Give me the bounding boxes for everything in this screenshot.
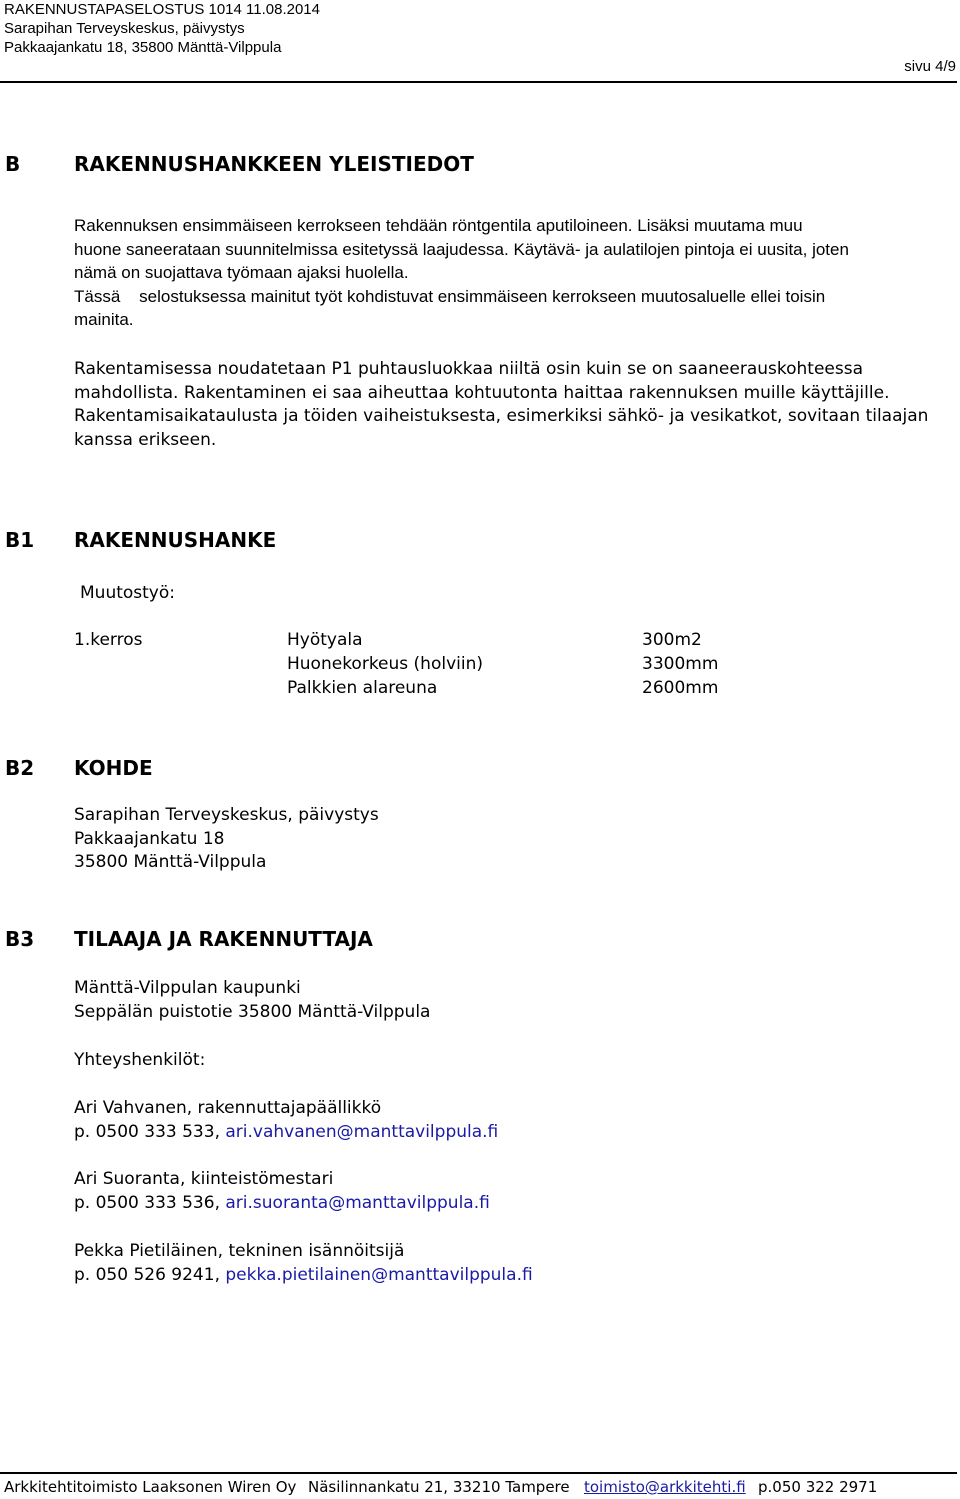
paragraph-line: mainita. bbox=[74, 310, 134, 329]
address-line: Pakkaajankatu 18 bbox=[74, 828, 225, 849]
header-address: Pakkaajankatu 18, 35800 Mänttä-Vilppula bbox=[4, 39, 282, 56]
contact-block bbox=[74, 1240, 934, 1287]
address-line: 35800 Mänttä-Vilppula bbox=[74, 852, 267, 872]
contact-email-link[interactable]: ari.suoranta@manttavilppula.fi bbox=[225, 1192, 490, 1213]
contact-email-link[interactable]: ari.vahvanen@manttavilppula.fi bbox=[225, 1121, 499, 1142]
contact-line bbox=[74, 1192, 934, 1216]
section-b-paragraph-1 bbox=[74, 214, 934, 332]
section-b2-title: KOHDE bbox=[74, 756, 153, 780]
section-b1-title: RAKENNUSHANKE bbox=[74, 528, 277, 552]
section-b2-address bbox=[74, 804, 934, 875]
section-b-code: B bbox=[5, 152, 21, 176]
paragraph-line: Rakentamisaikataulusta ja töiden vaiheistuksesta, esimerkiksi sähkö- ja vesikatkot, sovitaan tilaajan bbox=[74, 406, 929, 426]
header-rule bbox=[0, 81, 957, 83]
footer-address: Näsilinnankatu 21, 33210 Tampere bbox=[308, 1478, 570, 1496]
section-b3-title: TILAAJA JA RAKENNUTTAJA bbox=[74, 927, 373, 951]
paragraph-line: huone saneerataan suunnitelmissa esitetyssä laajudessa. Käytävä- ja aulatilojen pintoja ei uusita, joten bbox=[74, 239, 849, 259]
contact-phone: p. 0500 333 533, bbox=[74, 1121, 226, 1142]
contact-block bbox=[74, 1168, 934, 1215]
header-title: RAKENNUSTAPASELOSTUS 1014 11.08.2014 bbox=[4, 1, 320, 18]
section-b3-code: B3 bbox=[5, 927, 35, 951]
footer-company: Arkkitehtitoimisto Laaksonen Wiren Oy bbox=[4, 1478, 297, 1496]
section-b-title: RAKENNUSHANKKEEN YLEISTIEDOT bbox=[74, 152, 474, 176]
footer-phone: p.050 322 2971 bbox=[758, 1478, 878, 1496]
paragraph-line: nämä on suojattava työmaan ajaksi huolella. bbox=[74, 263, 409, 282]
contact-name: Ari Vahvanen, rakennuttajapäällikkö bbox=[74, 1098, 382, 1118]
footer-rule bbox=[0, 1472, 957, 1474]
contact-email-link[interactable]: pekka.pietilainen@manttavilppula.fi bbox=[225, 1264, 533, 1285]
spec-label: Huonekorkeus (holviin) bbox=[287, 654, 483, 674]
header-project: Sarapihan Terveyskeskus, päivystys bbox=[4, 20, 245, 37]
footer-email-link[interactable]: toimisto@arkkitehti.fi bbox=[584, 1478, 746, 1496]
page-number: sivu 4/9 bbox=[904, 58, 956, 75]
paragraph-line: Rakennuksen ensimmäiseen kerrokseen tehdään röntgentila aputiloineen. Lisäksi muutama muu bbox=[74, 216, 803, 235]
section-b1-subtitle: Muutostyö: bbox=[80, 583, 175, 603]
contact-block bbox=[74, 1097, 934, 1144]
spec-value: 300m2 bbox=[642, 630, 702, 650]
client-address: Seppälän puistotie 35800 Mänttä-Vilppula bbox=[74, 1001, 431, 1022]
floor-label: 1.kerros bbox=[74, 630, 143, 650]
paragraph-line: kanssa erikseen. bbox=[74, 429, 217, 450]
section-b-paragraph-2 bbox=[74, 358, 934, 452]
section-b1-code: B1 bbox=[5, 528, 35, 552]
contact-phone: p. 0500 333 536, bbox=[74, 1192, 226, 1213]
paragraph-line: mahdollista. Rakentaminen ei saa aiheuttaa kohtuutonta haittaa rakennuksen muille käyttäjille. bbox=[74, 382, 890, 403]
spec-label: Palkkien alareuna bbox=[287, 678, 438, 698]
address-line: Sarapihan Terveyskeskus, päivystys bbox=[74, 805, 379, 825]
contact-line bbox=[74, 1264, 934, 1288]
spec-value: 2600mm bbox=[642, 678, 719, 698]
spec-label: Hyötyala bbox=[287, 630, 363, 650]
paragraph-line: Tässä selostuksessa mainitut työt kohdistuvat ensimmäiseen kerrokseen muutosaluelle ellei toisin bbox=[74, 286, 826, 306]
client-name: Mänttä-Vilppulan kaupunki bbox=[74, 978, 301, 998]
contact-name: Pekka Pietiläinen, tekninen isännöitsijä bbox=[74, 1241, 405, 1261]
contacts-label: Yhteyshenkilöt: bbox=[74, 1050, 206, 1070]
contact-line bbox=[74, 1121, 934, 1145]
section-b3-client bbox=[74, 977, 934, 1024]
contact-name: Ari Suoranta, kiinteistömestari bbox=[74, 1169, 334, 1189]
paragraph-line: Rakentamisessa noudatetaan P1 puhtausluokkaa niiltä osin kuin se on saaneerauskohteessa bbox=[74, 359, 863, 379]
spec-value: 3300mm bbox=[642, 654, 719, 674]
contact-phone: p. 050 526 9241, bbox=[74, 1264, 226, 1285]
section-b2-code: B2 bbox=[5, 756, 35, 780]
